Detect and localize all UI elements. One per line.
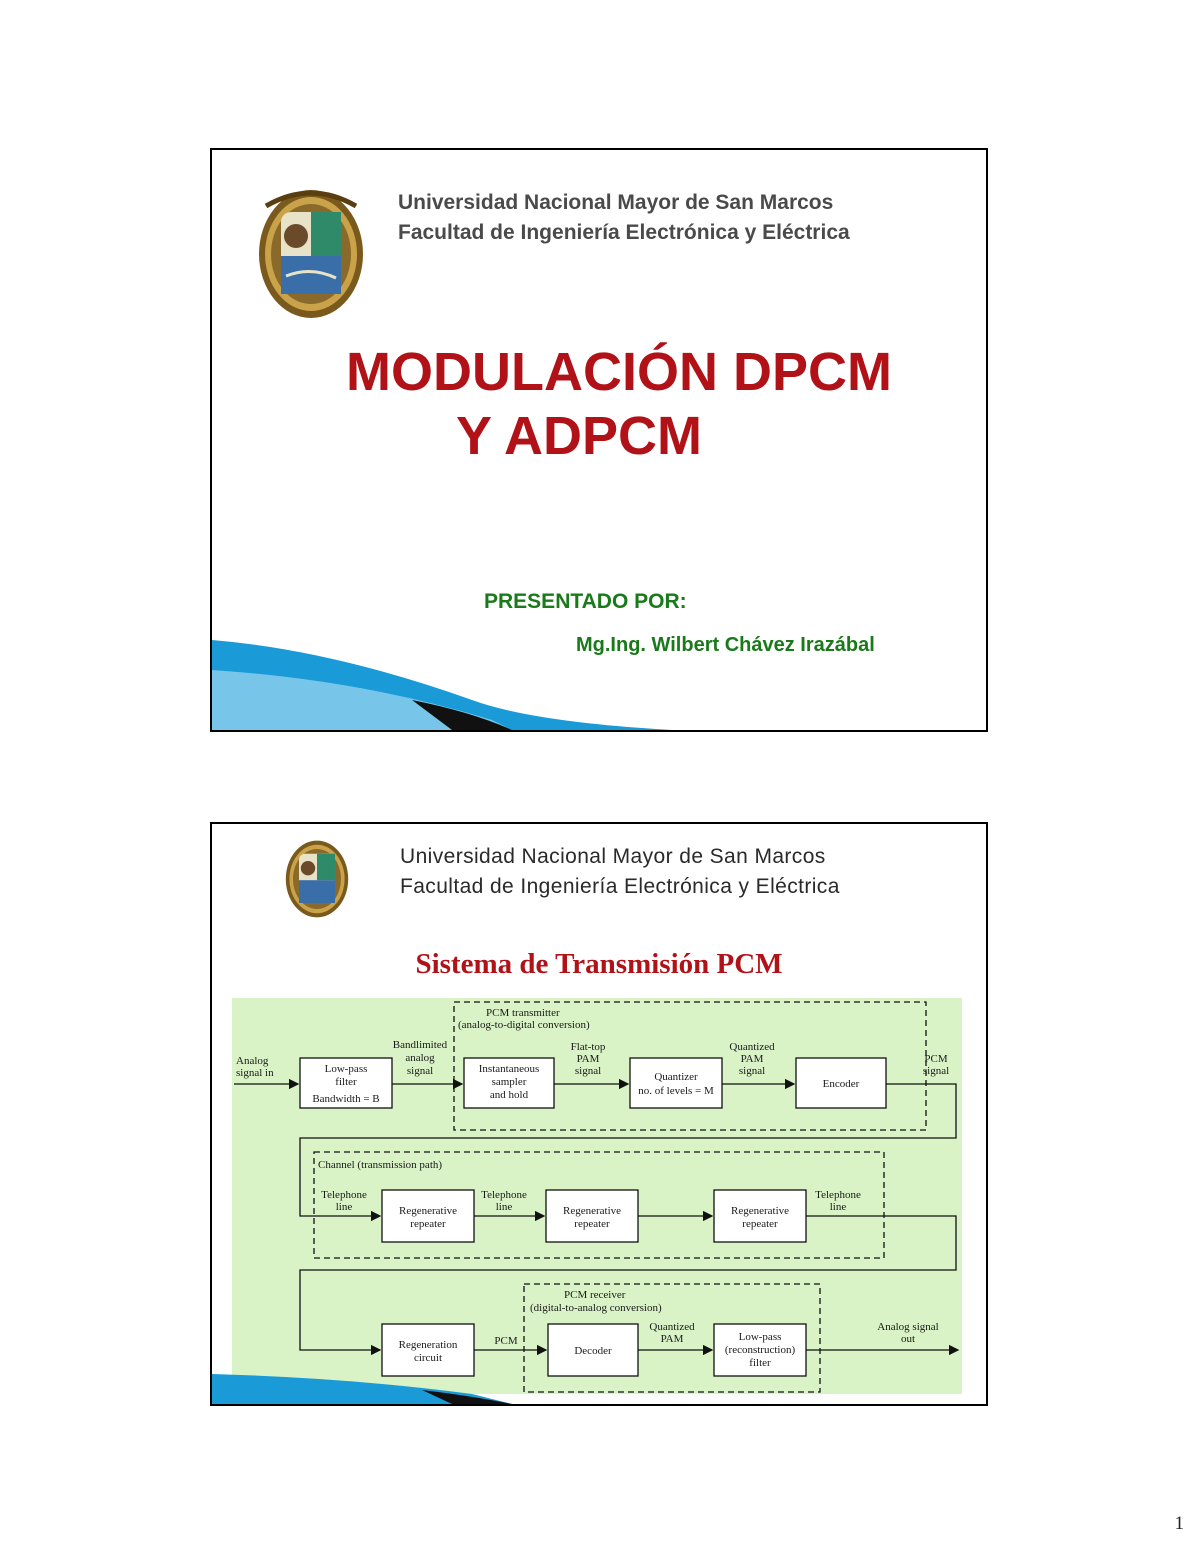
quantized-pam-rx-label-1: Quantized: [649, 1321, 695, 1333]
encoder-label: Encoder: [822, 1078, 860, 1090]
title-line-1: MODULACIÓN DPCM: [346, 342, 892, 402]
regeneration-label-1: Regeneration: [398, 1339, 458, 1351]
regeneration-label-2: circuit: [413, 1352, 443, 1364]
transmitter-group-label: PCM transmitter: [486, 1007, 560, 1019]
telephone-line-label-2b: line: [495, 1201, 513, 1213]
university-name: Universidad Nacional Mayor de San Marcos: [398, 191, 834, 214]
analog-out-label-1: Analog signal: [877, 1321, 939, 1333]
analog-in-label-2: signal in: [236, 1067, 274, 1079]
receiver-group-sublabel: (digital-to-analog conversion): [530, 1302, 662, 1314]
repeater-1-label-1: Regenerative: [398, 1205, 458, 1217]
bandlimited-label-2: analog: [405, 1052, 435, 1064]
quantizer-label-1: Quantizer: [654, 1071, 698, 1083]
recon-filter-label-2: (reconstruction): [724, 1344, 796, 1356]
university-header: [398, 188, 850, 248]
lowpass-label-3: Bandwidth = B: [312, 1093, 380, 1105]
telephone-line-label-1b: line: [335, 1201, 353, 1213]
repeater-2-label-1: Regenerative: [562, 1205, 622, 1217]
transmitter-group-sublabel: (analog-to-digital conversion): [458, 1019, 590, 1031]
faculty-name: Facultad de Ingeniería Electrónica y Eléctrica: [398, 221, 850, 244]
slide-title: [212, 340, 986, 468]
telephone-line-label-1a: Telephone: [321, 1189, 367, 1201]
quantized-pam-label-3: signal: [738, 1065, 766, 1077]
repeater-3-label-1: Regenerative: [730, 1205, 790, 1217]
repeater-2-label-2: repeater: [574, 1218, 610, 1230]
recon-filter-label-1: Low-pass: [738, 1331, 782, 1343]
bandlimited-label-1: Bandlimited: [392, 1039, 448, 1051]
decorative-swoosh: [212, 630, 682, 730]
flat-pam-label-2: PAM: [576, 1053, 600, 1065]
decoder-label: Decoder: [574, 1345, 612, 1357]
sampler-label-3: and hold: [489, 1089, 529, 1101]
quantizer-block: [630, 1058, 722, 1108]
quantizer-label-2: no. of levels = M: [638, 1085, 714, 1097]
channel-group-label: Channel (transmission path): [318, 1159, 443, 1171]
slide-title: Sistema de Transmisión PCM: [415, 948, 783, 980]
faculty-name: Facultad de Ingeniería Electrónica y Eléctrica: [400, 875, 840, 898]
sampler-label-1: Instantaneous: [478, 1063, 540, 1075]
decorative-swoosh: [212, 1364, 682, 1404]
university-header: [400, 842, 840, 902]
telephone-line-label-2a: Telephone: [481, 1189, 527, 1201]
title-slide: [210, 148, 988, 732]
page-number: 1: [1174, 1513, 1184, 1534]
quantized-pam-rx-label-2: PAM: [660, 1333, 684, 1345]
lowpass-label-1: Low-pass: [324, 1063, 368, 1075]
analog-out-label-2: out: [900, 1333, 916, 1345]
quantized-pam-label-2: PAM: [740, 1053, 764, 1065]
pcm-signal-label-1: PCM: [924, 1053, 948, 1065]
pcm-system-slide: [210, 822, 988, 1406]
telephone-line-label-3b: line: [829, 1201, 847, 1213]
repeater-1-label-2: repeater: [410, 1218, 446, 1230]
quantized-pam-label-1: Quantized: [729, 1041, 775, 1053]
title-line-2: Y ADPCM: [455, 406, 703, 466]
lowpass-label-2: filter: [335, 1076, 357, 1088]
university-name: Universidad Nacional Mayor de San Marcos: [400, 845, 826, 868]
flat-pam-label-1: Flat-top: [570, 1041, 606, 1053]
recon-filter-label-3: filter: [749, 1357, 771, 1369]
analog-in-label-1: Analog: [236, 1055, 269, 1067]
receiver-group-label: PCM receiver: [564, 1289, 626, 1301]
flat-pam-label-3: signal: [574, 1065, 602, 1077]
pcm-block-diagram: [232, 998, 962, 1394]
bandlimited-label-3: signal: [406, 1065, 434, 1077]
pcm-label: PCM: [494, 1335, 518, 1347]
presented-by-label: PRESENTADO POR:: [484, 590, 687, 613]
repeater-3-label-2: repeater: [742, 1218, 778, 1230]
author-name: Mg.Ing. Wilbert Chávez Irazábal: [576, 634, 875, 656]
pcm-signal-label-2: signal: [922, 1065, 950, 1077]
telephone-line-label-3a: Telephone: [815, 1189, 861, 1201]
university-seal-icon: [256, 186, 366, 322]
university-seal-icon: [284, 838, 350, 920]
sampler-label-2: sampler: [491, 1076, 527, 1088]
